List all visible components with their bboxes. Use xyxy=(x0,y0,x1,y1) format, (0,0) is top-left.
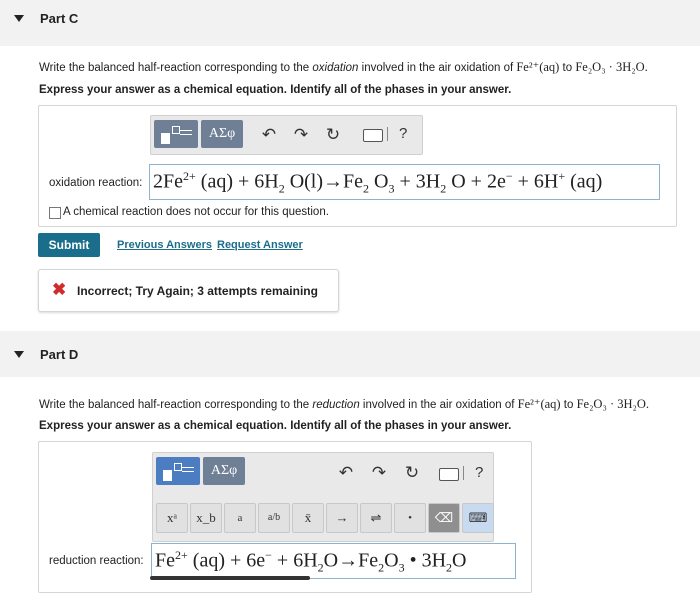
undo-icon[interactable]: ↶ xyxy=(338,463,354,482)
part-d-answer-box xyxy=(38,441,532,593)
keyboard-toggle-icon[interactable]: ⌨ xyxy=(462,503,494,533)
collapse-caret-icon[interactable] xyxy=(14,15,24,22)
feedback-text: Incorrect; Try Again; 3 attempts remaining xyxy=(77,284,318,298)
part-c-prompt: Write the balanced half-reaction corresponding to the oxidation involved in the air oxidation of Fe²⁺(aq) to Fe₂O₃ · 3H₂O. xyxy=(39,60,648,74)
redo-icon[interactable]: ↷ xyxy=(293,125,309,144)
templates-button[interactable] xyxy=(154,120,198,148)
part-d-header[interactable] xyxy=(0,331,700,377)
fraction-button[interactable]: a/b xyxy=(258,503,290,533)
reduction-reaction-label: reduction reaction: xyxy=(49,555,144,567)
keyboard-icon[interactable] xyxy=(363,129,383,142)
part-c-title: Part C xyxy=(40,11,79,26)
undo-icon[interactable]: ↶ xyxy=(261,125,277,144)
greek-symbols-button[interactable]: ΑΣφ xyxy=(201,120,243,148)
part-c-toolbar xyxy=(150,115,423,155)
previous-answers-link[interactable]: Previous Answers xyxy=(117,239,212,251)
part-c-header[interactable] xyxy=(0,0,700,46)
scroll-indicator xyxy=(150,576,310,580)
feedback-panel xyxy=(38,269,339,312)
reduction-equation: $Fe^{2+}$ $(aq) + 6e^- + 6H_2O\to Fe_2O_3$ • $3H_2O$ xyxy=(155,548,467,575)
oxidation-equation: $2Fe^{2+}$ $(aq) + 6H_2$ $O(l)\to Fe_2$ $O_3 + 3H_2$ O + 2e− + 6H+ (aq) xyxy=(153,169,603,196)
reaction-arrow-button[interactable]: → xyxy=(326,503,358,533)
submit-button[interactable]: Submit xyxy=(38,233,100,257)
delete-icon[interactable]: ⌫ xyxy=(428,503,460,533)
greek-symbols-button[interactable]: ΑΣφ xyxy=(203,457,245,485)
part-d-toolbar xyxy=(152,452,494,542)
no-reaction-checkbox[interactable] xyxy=(49,207,61,219)
oxidation-reaction-input[interactable] xyxy=(149,164,660,200)
toolbar-divider xyxy=(463,466,464,480)
overbar-button[interactable]: x̄ xyxy=(292,503,324,533)
subscript-button[interactable]: x_b xyxy=(190,503,222,533)
help-icon[interactable]: ? xyxy=(475,464,484,481)
reset-icon[interactable]: ↻ xyxy=(404,463,420,482)
help-icon[interactable]: ? xyxy=(399,125,408,142)
plain-text-button[interactable]: a xyxy=(224,503,256,533)
dot-button[interactable]: • xyxy=(394,503,426,533)
part-d-title: Part D xyxy=(40,347,79,362)
keyboard-icon[interactable] xyxy=(439,468,459,481)
superscript-button[interactable]: xᵃ xyxy=(156,503,188,533)
part-c-instruction: Express your answer as a chemical equation. Identify all of the phases in your answer. xyxy=(39,84,512,96)
oxidation-reaction-label: oxidation reaction: xyxy=(49,177,143,189)
reset-icon[interactable]: ↻ xyxy=(325,125,341,144)
incorrect-x-icon: ✖ xyxy=(52,280,67,299)
part-c-answer-box xyxy=(38,105,677,227)
collapse-caret-icon[interactable] xyxy=(14,351,24,358)
request-answer-link[interactable]: Request Answer xyxy=(217,239,303,251)
no-reaction-label: A chemical reaction does not occur for this question. xyxy=(63,206,329,218)
equilibrium-arrow-button[interactable]: ⇌ xyxy=(360,503,392,533)
part-d-instruction: Express your answer as a chemical equation. Identify all of the phases in your answer. xyxy=(39,420,512,432)
part-d-prompt: Write the balanced half-reaction corresponding to the reduction involved in the air oxidation of Fe²⁺(aq) to Fe₂O₃ · 3H₂O. xyxy=(39,397,650,411)
reduction-reaction-input[interactable] xyxy=(151,543,516,579)
toolbar-divider xyxy=(387,127,388,141)
templates-button[interactable] xyxy=(156,457,200,485)
redo-icon[interactable]: ↷ xyxy=(371,463,387,482)
